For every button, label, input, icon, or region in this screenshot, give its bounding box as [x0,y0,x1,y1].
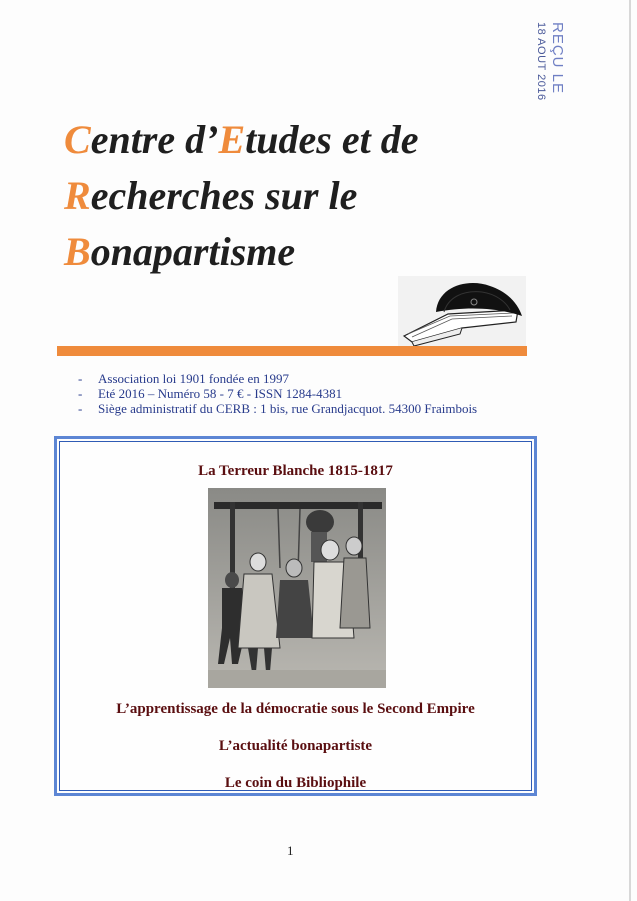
title-line-1: Centre d’Etudes et de [64,117,419,162]
article-title: L’apprentissage de la démocratie sous le Second Empire [116,701,475,717]
orange-divider [57,346,527,356]
page-title [64,112,524,280]
article-title: Le coin du Bibliophile [224,775,367,791]
stamp-label: REÇU LE [549,22,566,95]
stamp-date: 18 AOUT 2016 [535,22,547,101]
association-info-list [78,371,548,416]
historical-engraving-image [208,488,386,688]
contents-box [54,436,537,796]
received-stamp [526,22,566,162]
title-line-2: Recherches sur le [64,173,358,218]
info-item: - Eté 2016 – Numéro 58 - 7 € - ISSN 1284-4381 [78,386,548,401]
bicorne-hat-on-book-icon [398,276,526,348]
page-number: 1 [287,843,294,858]
info-item: - Siège administratif du CERB : 1 bis, rue Grandjacquot. 54300 Fraimbois [78,401,548,416]
lead-headline: La Terreur Blanche 1815-1817 [198,463,393,479]
article-title: L’actualité bonapartiste [218,738,373,754]
title-line-3: Bonapartisme [64,229,296,274]
info-item: - Association loi 1901 fondée en 1997 [78,371,548,386]
